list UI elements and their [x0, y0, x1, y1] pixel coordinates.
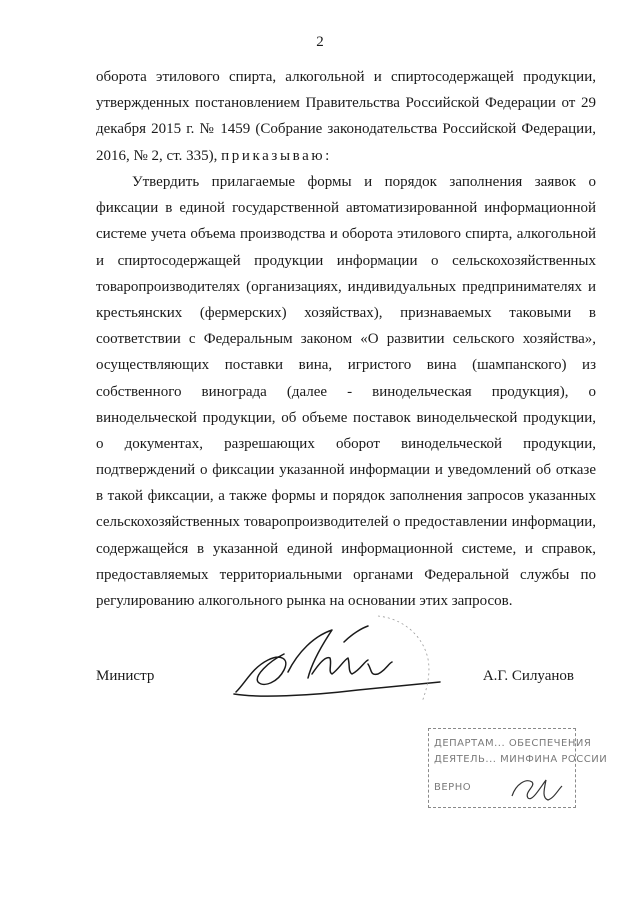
stamp-line: ДЕЯТЕЛЬ... МИНФИНА РОССИИ	[434, 754, 608, 765]
intro-last-line-prefix: 2016, № 2, ст. 335),	[96, 147, 222, 164]
main-line: собственного винограда (далее - винодельческая продукция), о	[96, 383, 596, 400]
minister-name: А.Г. Силуанов	[482, 668, 574, 684]
main-line: о документах, разрешающих оборот винодельческой продукции,	[96, 435, 596, 452]
stamp-line: ВЕРНО	[434, 782, 472, 793]
main-line: товаропроизводителях (организациях, индивидуальных предпринимателях и	[96, 278, 596, 295]
main-line: соответствии с Федеральным законом «О развитии сельского хозяйства»,	[96, 331, 596, 348]
main-line: системе учета объема производства и оборота этилового спирта, алкогольной	[96, 226, 596, 243]
handwritten-signature	[228, 612, 448, 722]
main-line: крестьянских (фермерских) хозяйствах), признаваемых таковыми в	[96, 304, 596, 321]
intro-line: декабря 2015 г. № 1459 (Собрание законодательства Российской Федерации,	[96, 121, 596, 138]
minister-title: Министр	[96, 668, 155, 684]
intro-last-line	[96, 143, 596, 169]
intro-line: оборота этилового спирта, алкогольной и спиртосодержащей продукции,	[96, 69, 596, 85]
order-word: приказываю:	[221, 147, 332, 164]
main-line: предоставляемых территориальными органами Федеральной службы по	[96, 566, 596, 583]
main-line: Утвердить прилагаемые формы и порядок заполнения заявок о	[132, 174, 596, 190]
main-line: винодельческой продукции, об объеме поставок винодельческой продукции,	[96, 409, 596, 426]
main-line: и спиртосодержащей продукции информации о сельскохозяйственных	[96, 252, 596, 269]
stamp-initials-scribble	[502, 768, 572, 804]
page-number: 2	[316, 34, 324, 50]
main-line: содержащейся в указанной единой информационной системе, и справок,	[96, 540, 596, 557]
main-paragraph	[96, 169, 596, 614]
main-line: регулированию алкогольного рынка на основании этих запросов.	[96, 593, 513, 609]
intro-paragraph	[96, 64, 596, 169]
intro-line: утвержденных постановлением Правительства Российской Федерации от 29	[96, 95, 596, 112]
stamp-line: ДЕПАРТАМ... ОБЕСПЕЧЕНИЯ	[434, 738, 592, 749]
main-line: сельскохозяйственных товаропроизводителей о предоставлении информации,	[96, 514, 596, 531]
main-line: осуществляющих поставки вина, игристого вина (шампанского) из	[96, 357, 596, 374]
certification-stamp	[428, 728, 608, 810]
main-line: в такой фиксации, а также формы и порядок заполнения запросов указанных	[96, 488, 596, 505]
main-line: фиксации в единой государственной автоматизированной информационной	[96, 200, 596, 217]
main-line: подтверждений о фиксации указанной информации и уведомлений об отказе	[96, 462, 596, 479]
signature-block	[96, 668, 596, 694]
